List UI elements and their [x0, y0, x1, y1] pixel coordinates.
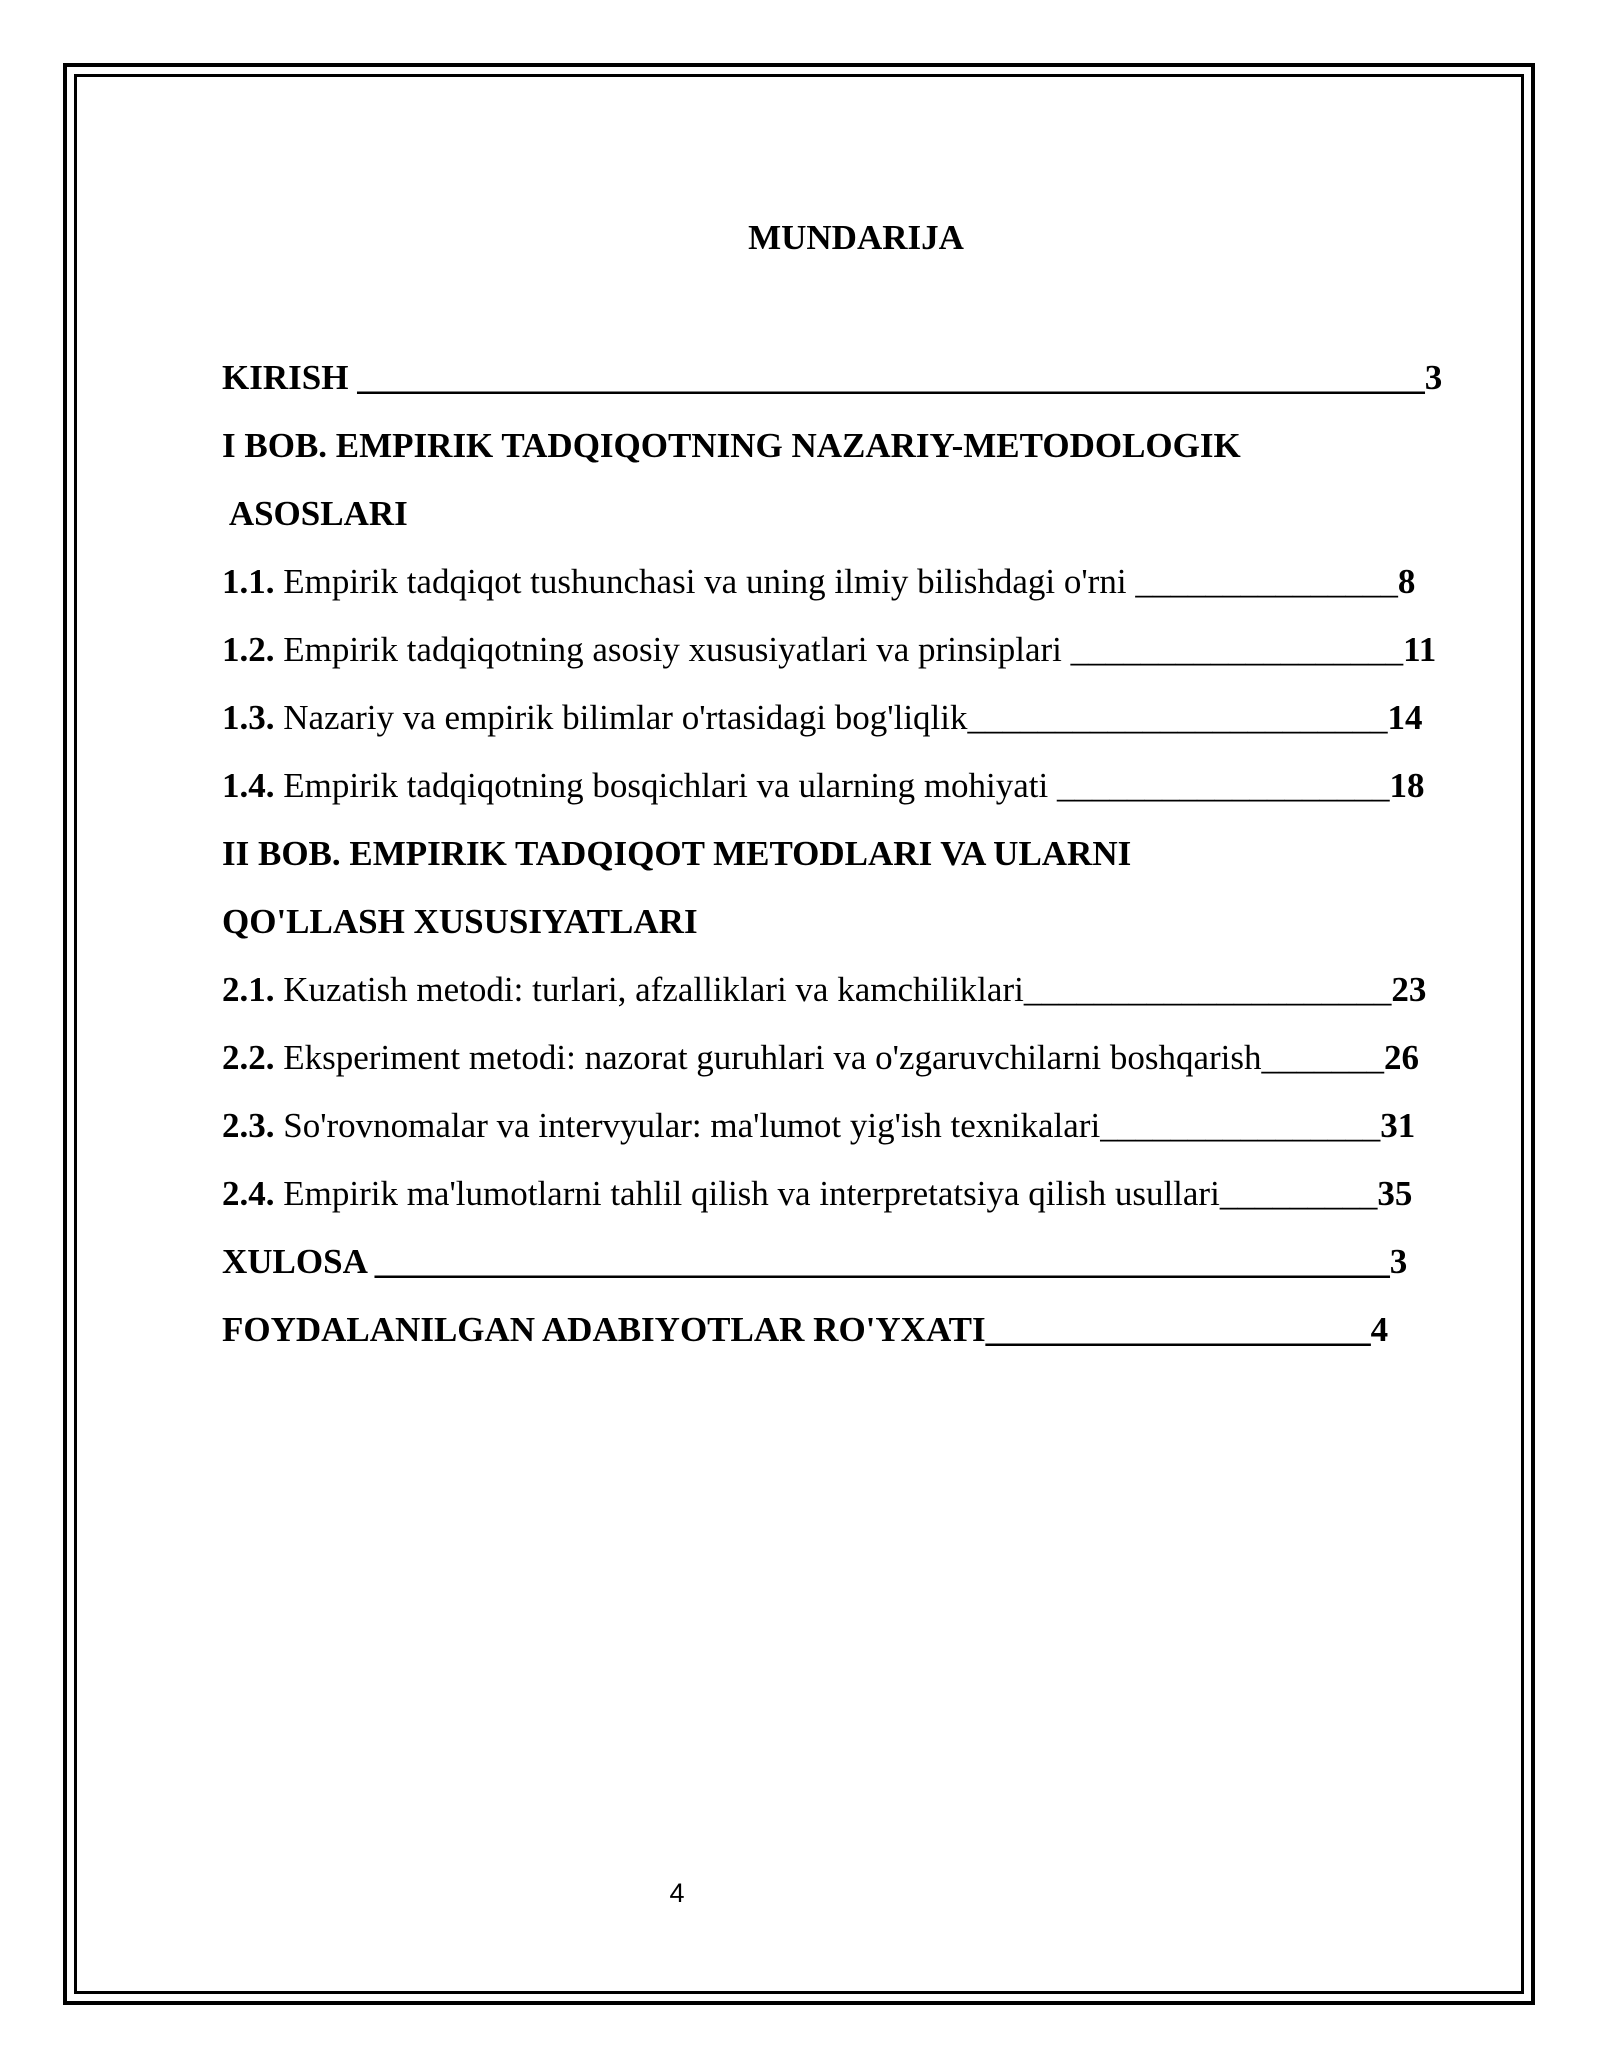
- toc-entry-2-2: [222, 1033, 1482, 1083]
- toc-leader: __________________________________________________________: [374, 1242, 1390, 1281]
- toc-page-number: 4: [1370, 1310, 1389, 1349]
- toc-entry-adabiyotlar: [222, 1305, 1482, 1355]
- toc-page-number: 8: [1397, 562, 1416, 601]
- toc-page-number: 14: [1387, 698, 1423, 737]
- toc-entry-2-3: [222, 1101, 1482, 1151]
- toc-leader: _____________________________________________________________: [357, 358, 1425, 397]
- toc-section-number: 2.4.: [222, 1174, 275, 1213]
- toc-section-number: 2.3.: [222, 1106, 275, 1145]
- toc-entry-label: Empirik tadqiqot tushunchasi va uning ilmiy bilishdagi o'rni: [274, 562, 1136, 601]
- toc-page-number: 31: [1380, 1106, 1416, 1145]
- page-number: 4: [669, 1878, 685, 1908]
- toc-page-number: 18: [1389, 766, 1425, 805]
- toc-section-number: 2.2.: [222, 1038, 275, 1077]
- toc-section-number: 1.4.: [222, 766, 275, 805]
- toc-leader: _____________________: [1023, 970, 1392, 1009]
- toc-leader: _______________: [1135, 562, 1398, 601]
- toc-entry-label: FOYDALANILGAN ADABIYOTLAR RO'YXATI: [222, 1310, 986, 1349]
- toc-entry-label: Empirik tadqiqotning bosqichlari va ularning mohiyati: [274, 766, 1058, 805]
- toc-entry-2-4: [222, 1169, 1482, 1219]
- toc-leader: ______________________: [985, 1310, 1371, 1349]
- toc-entry-1-3: [222, 693, 1482, 743]
- toc-entry-1-4: [222, 761, 1482, 811]
- toc-page-number: 3: [1424, 358, 1443, 397]
- toc-entry-label: Eksperiment metodi: nazorat guruhlari va o'zgaruvchilarni boshqarish: [274, 1038, 1262, 1077]
- toc-entry-label: XULOSA: [222, 1242, 375, 1281]
- toc-section-number: 1.3.: [222, 698, 275, 737]
- toc-page-number: 3: [1389, 1242, 1408, 1281]
- toc-leader: ___________________: [1070, 630, 1404, 669]
- toc-chapter-2-line-1: II BOB. EMPIRIK TADQIQOT METODLARI VA ULARNI: [222, 834, 1132, 873]
- toc-section-number: 1.1.: [222, 562, 275, 601]
- toc-entry-label: Nazariy va empirik bilimlar o'rtasidagi bog'liqlik: [274, 698, 968, 737]
- toc-entry-label: Kuzatish metodi: turlari, afzalliklari va kamchiliklari: [274, 970, 1024, 1009]
- toc-page-number: 35: [1377, 1174, 1413, 1213]
- toc-section-number: 2.1.: [222, 970, 275, 1009]
- toc-entry-2-1: [222, 965, 1482, 1015]
- toc-section-number: 1.2.: [222, 630, 275, 669]
- toc-entry-label: Empirik tadqiqotning asosiy xususiyatlari va prinsiplari: [274, 630, 1071, 669]
- toc-leader: _______: [1261, 1038, 1384, 1077]
- toc-chapter-1-line-2: ASOSLARI: [222, 494, 408, 533]
- toc-leader: _________: [1219, 1174, 1378, 1213]
- toc-page-number: 23: [1391, 970, 1427, 1009]
- toc-chapter-1-line-1: I BOB. EMPIRIK TADQIQOTNING NAZARIY-METODOLOGIK: [222, 426, 1241, 465]
- toc-leader: ________________________: [967, 698, 1388, 737]
- toc-entry-label: So'rovnomalar va intervyular: ma'lumot yig'ish texnikalari: [274, 1106, 1101, 1145]
- toc-chapter-2-line-2: QO'LLASH XUSUSIYATLARI: [222, 902, 698, 941]
- toc-entry-label: Empirik ma'lumotlarni tahlil qilish va interpretatsiya qilish usullari: [274, 1174, 1220, 1213]
- toc-entry-1-2: [222, 625, 1482, 675]
- toc-page-number: 26: [1383, 1038, 1419, 1077]
- toc-page-number: 11: [1403, 630, 1437, 669]
- toc-title: MUNDARIJA: [748, 218, 964, 257]
- toc-entry-1-1: [222, 557, 1482, 607]
- toc-leader: ___________________: [1057, 766, 1390, 805]
- toc-entry-label: KIRISH: [222, 358, 358, 397]
- toc-leader: ________________: [1100, 1106, 1381, 1145]
- toc-entry-kirish: [222, 353, 1482, 403]
- toc-entry-xulosa: [222, 1237, 1482, 1287]
